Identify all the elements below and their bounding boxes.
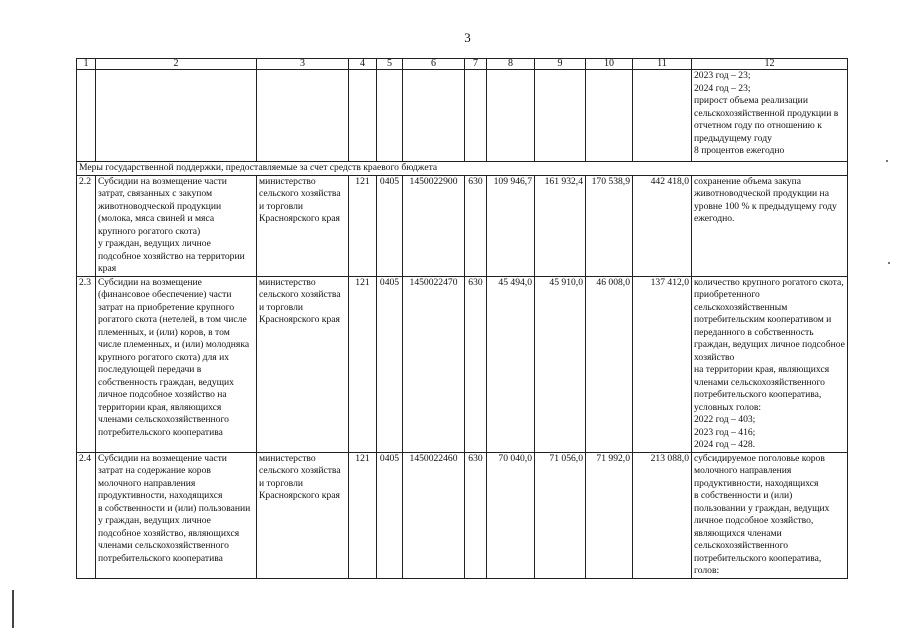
- empty-cell: [535, 70, 586, 162]
- vr-code: 630: [465, 175, 487, 276]
- amount-total: 213 088,0: [633, 452, 692, 578]
- rzpr-code: 0405: [377, 276, 403, 452]
- table-row: [77, 276, 848, 452]
- amount-2024: 170 538,9: [586, 175, 633, 276]
- empty-cell: [487, 70, 535, 162]
- csr-code: 1450022900: [403, 175, 465, 276]
- empty-cell: [96, 70, 257, 162]
- csr-code: 1450022470: [403, 276, 465, 452]
- agency-name: министерство сельского хозяйства и торговли Красноярского края: [257, 276, 349, 452]
- column-number: 12: [692, 59, 848, 70]
- row-number: 2.2: [77, 175, 96, 276]
- column-number: 8: [487, 59, 535, 70]
- continuation-row: [77, 70, 848, 162]
- measure-name: Субсидии на возмещение (финансовое обеспечение) части затрат на приобретение крупного рогатого скота (нетелей, в том числе племенных, и (или) коров, в том числе племенных, и (или) молодняка крупного рогатого скота) для их последующей передачи в собственность граждан, ведущих личное подсобное хозяйство на территории края, являющихся членами сельскохозяйственного потребительского кооператива: [96, 276, 257, 452]
- amount-2023: 71 056,0: [535, 452, 586, 578]
- amount-2023: 45 910,0: [535, 276, 586, 452]
- column-number: 5: [377, 59, 403, 70]
- amount-2024: 71 992,0: [586, 452, 633, 578]
- column-number: 7: [465, 59, 487, 70]
- table-row: [77, 175, 848, 276]
- grbs-code: 121: [349, 452, 377, 578]
- empty-cell: [377, 70, 403, 162]
- amount-2022: 109 946,7: [487, 175, 535, 276]
- measure-name: Субсидии на возмещение части затрат на содержание коров молочного направления продуктивности, находящихся в собственности и (или) пользовании у граждан, ведущих личное подсобное хозяйство, являющихся членами сельскохозяйственного потребительского кооператива: [96, 452, 257, 578]
- rzpr-code: 0405: [377, 452, 403, 578]
- section-title: Меры государственной поддержки, предоставляемые за счет средств краевого бюджета: [77, 162, 848, 176]
- amount-2022: 45 494,0: [487, 276, 535, 452]
- scan-speck: [888, 262, 890, 264]
- empty-cell: [77, 70, 96, 162]
- column-number: 9: [535, 59, 586, 70]
- csr-code: 1450022460: [403, 452, 465, 578]
- amount-2023: 161 932,4: [535, 175, 586, 276]
- empty-cell: [586, 70, 633, 162]
- column-number: 6: [403, 59, 465, 70]
- empty-cell: [349, 70, 377, 162]
- result-text: 2023 год – 23; 2024 год – 23; прирост объема реализации сельскохозяйственной продукции в отчетном году по отношению к предыдущему году 8 процентов ежегодно: [692, 70, 848, 162]
- empty-cell: [257, 70, 349, 162]
- amount-2022: 70 040,0: [487, 452, 535, 578]
- rzpr-code: 0405: [377, 175, 403, 276]
- column-number: 4: [349, 59, 377, 70]
- column-number: 2: [96, 59, 257, 70]
- result-text: сохранение объема закупа животноводческой продукции на уровне 100 % к предыдущему году ежегодно.: [692, 175, 848, 276]
- column-number-row: [77, 59, 848, 70]
- column-number: 3: [257, 59, 349, 70]
- vr-code: 630: [465, 452, 487, 578]
- agency-name: министерство сельского хозяйства и торговли Красноярского края: [257, 452, 349, 578]
- column-number: 1: [77, 59, 96, 70]
- result-text: субсидируемое поголовье коров молочного направления продуктивности, находящихся в собственности и (или) пользовании у граждан, ведущих личное подсобное хозяйство, являющихся членами сельскохозяйственного потребительского кооператива, голов:: [692, 452, 848, 578]
- row-number: 2.4: [77, 452, 96, 578]
- budget-table: [76, 58, 848, 579]
- vr-code: 630: [465, 276, 487, 452]
- empty-cell: [403, 70, 465, 162]
- amount-total: 137 412,0: [633, 276, 692, 452]
- grbs-code: 121: [349, 175, 377, 276]
- scan-edge-mark: [12, 590, 14, 628]
- grbs-code: 121: [349, 276, 377, 452]
- page-number: 3: [464, 30, 471, 45]
- amount-total: 442 418,0: [633, 175, 692, 276]
- empty-cell: [465, 70, 487, 162]
- measure-name: Субсидии на возмещение части затрат, связанных с закупом животноводческой продукции (молока, мяса свиней и мяса крупного рогатого скота) у граждан, ведущих личное подсобное хозяйство на территории края: [96, 175, 257, 276]
- amount-2024: 46 008,0: [586, 276, 633, 452]
- empty-cell: [633, 70, 692, 162]
- column-number: 10: [586, 59, 633, 70]
- result-text: количество крупного рогатого скота, приобретенного сельскохозяйственным потребительским кооперативом и переданного в собственность граждан, ведущих личное подсобное хозяйство на территории края, являющихся членами сельскохозяйственного потребительского кооператива, условных голов: 2022 год – 403; 2023 год – 416; 2024 год – 428.: [692, 276, 848, 452]
- section-row: [77, 162, 848, 176]
- column-number: 11: [633, 59, 692, 70]
- scan-speck: [886, 160, 888, 162]
- table-row: [77, 452, 848, 578]
- agency-name: министерство сельского хозяйства и торговли Красноярского края: [257, 175, 349, 276]
- row-number: 2.3: [77, 276, 96, 452]
